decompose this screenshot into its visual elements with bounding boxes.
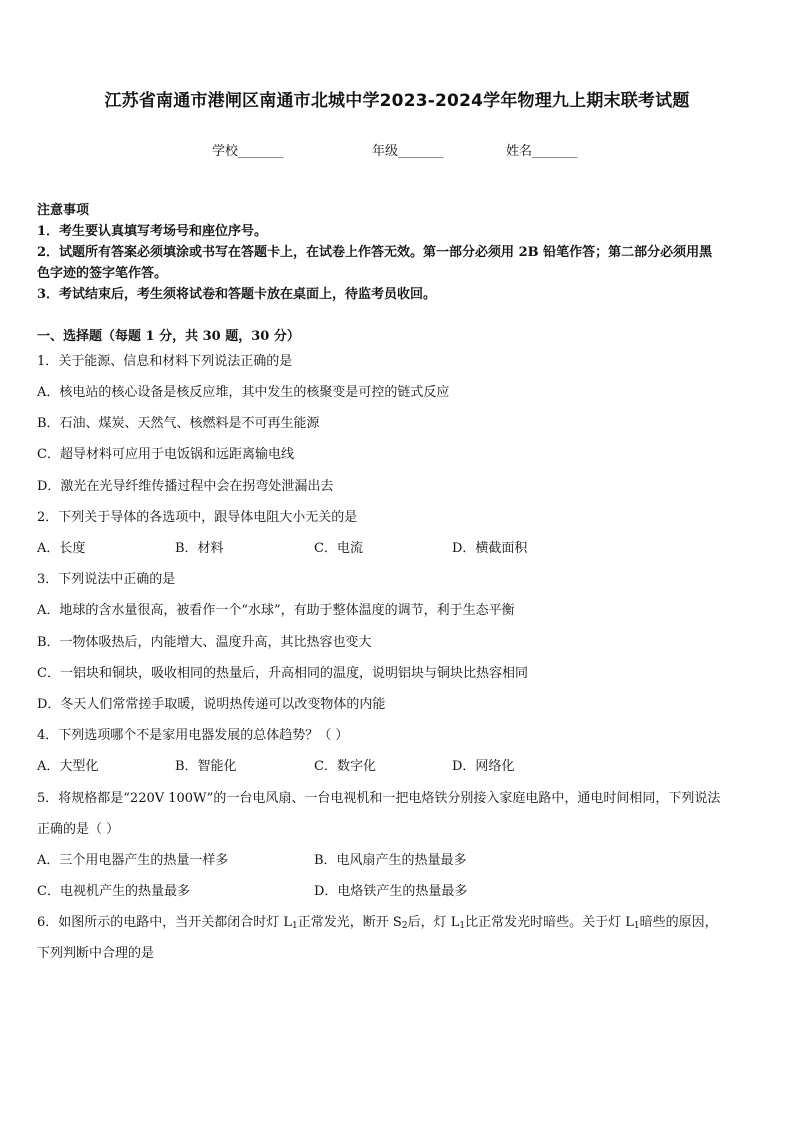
option-a: A．长度: [37, 541, 86, 556]
option-d: D．电烙铁产生的热量最多: [314, 884, 468, 899]
question-stem: 1．关于能源、信息和材料下列说法正确的是: [37, 354, 293, 369]
option-c: C．数字化: [314, 759, 376, 774]
question-stem: [37, 914, 718, 932]
option-a: A．三个用电器产生的热量一样多: [37, 853, 229, 868]
option-c: C．电视机产生的热量最多: [37, 884, 190, 899]
notice-item: 1．考生要认真填写考场号和座位序号。: [37, 224, 268, 239]
option-d: D．横截面积: [452, 541, 528, 556]
option-b: B．石油、煤炭、天然气、核燃料是不可再生能源: [37, 416, 320, 431]
question-stem: 4．下列选项哪个不是家用电器发展的总体趋势？（ ）: [37, 728, 349, 743]
q6-text-part: 6．如图所示的电路中，当开关都闭合时灯 L: [37, 915, 293, 930]
q6-text-part: 正常发光，断开 S: [297, 915, 402, 930]
subscript: 1: [292, 921, 298, 931]
notice-item: 3．考试结束后，考生须将试卷和答题卡放在桌面上，待监考员收回。: [37, 287, 437, 302]
q6-text-part: 暗些的原因，: [639, 915, 718, 930]
option-a: A．大型化: [37, 759, 99, 774]
option-a: A．地球的含水量很高，被看作一个“水球”，有助于整体温度的调节，利于生态平衡: [37, 603, 515, 618]
question-stem: 2．下列关于导体的各选项中，跟导体电阻大小无关的是: [37, 510, 358, 525]
option-d: D．冬天人们常常搓手取暖，说明热传递可以改变物体的内能: [37, 697, 386, 712]
option-a: A．核电站的核心设备是核反应堆，其中发生的核聚变是可控的链式反应: [37, 385, 450, 400]
question-stem-cont: 下列判断中合理的是: [37, 946, 155, 961]
subscript: 1: [459, 921, 466, 931]
q6-text-part: 后，灯 L: [407, 915, 460, 930]
option-d: D．激光在光导纤维传播过程中会在拐弯处泄漏出去: [37, 479, 334, 494]
option-c: C．超导材料可应用于电饭锅和远距离输电线: [37, 447, 294, 462]
option-b: B．一物体吸热后，内能增大、温度升高，其比热容也变大: [37, 635, 372, 650]
question-stem: 5．将规格都是“220V 100W”的一台电风扇、一台电视机和一把电烙铁分别接入家庭电路中，通电时间相同，下列说法: [37, 791, 721, 806]
option-b: B．材料: [175, 541, 224, 556]
notice-item: 色字迹的签字笔作答。: [37, 266, 168, 281]
option-c: C．电流: [314, 541, 363, 556]
q6-text-part: 比正常发光时暗些。关于灯 L: [465, 915, 634, 930]
notice-heading: 注意事项: [37, 203, 90, 218]
student-info-row: [0, 140, 794, 160]
question-stem: 3．下列说法中正确的是: [37, 572, 176, 587]
option-b: B．智能化: [175, 759, 237, 774]
question-stem-cont: 正确的是（ ）: [37, 822, 120, 837]
school-field: 学校_______: [212, 144, 284, 159]
section-heading: 一、选择题（每题 1 分，共 30 题，30 分）: [37, 329, 300, 344]
subscript: 2: [401, 921, 408, 931]
name-field: 姓名_______: [506, 144, 578, 159]
option-d: D．网络化: [452, 759, 515, 774]
grade-field: 年级_______: [372, 144, 444, 159]
subscript: 1: [633, 921, 640, 931]
page-title: 江苏省南通市港闸区南通市北城中学2023-2024学年物理九上期末联考试题: [104, 91, 690, 111]
option-b: B．电风扇产生的热量最多: [314, 853, 467, 868]
option-c: C．一铝块和铜块，吸收相同的热量后，升高相同的温度，说明铝块与铜块比热容相同: [37, 666, 528, 681]
notice-item: 2．试题所有答案必须填涂或书写在答题卡上，在试卷上作答无效。第一部分必须用 2B 铅笔作答；第二部分必须用黑: [37, 245, 713, 260]
